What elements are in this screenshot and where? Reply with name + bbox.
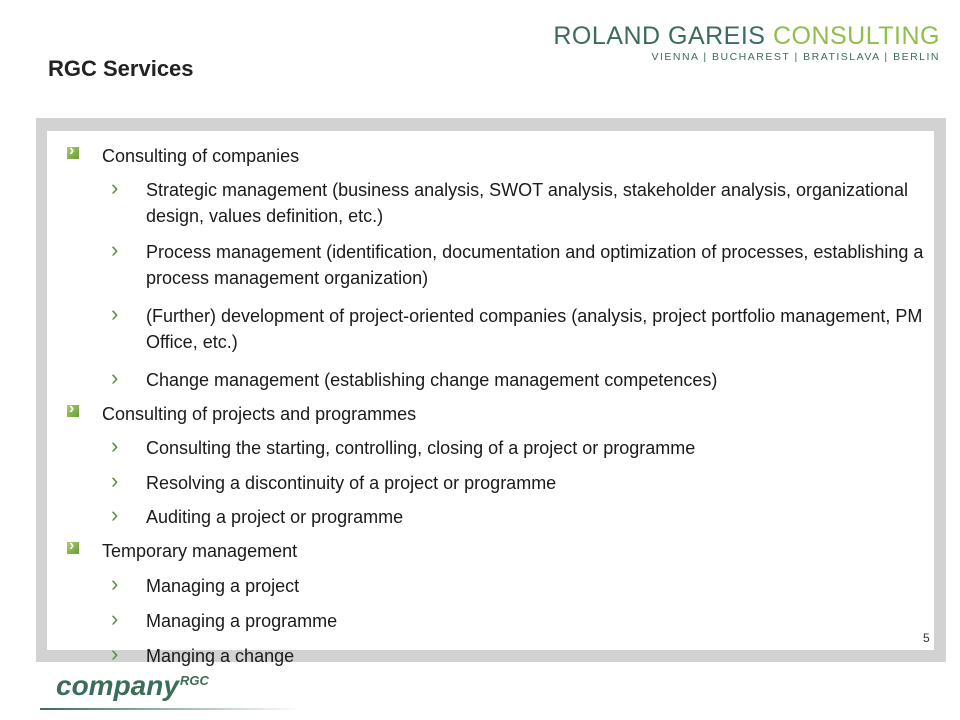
chevron-right-icon: › <box>111 237 119 262</box>
list-item: › Consulting the starting, controlling, closing of a project or programme <box>111 433 696 458</box>
list-item: › Managing a programme <box>111 606 338 631</box>
logo-text-dark: ROLAND GAREIS <box>553 22 766 50</box>
green-square-bullet-icon <box>67 147 79 159</box>
list-item: › Managing a project <box>111 571 300 596</box>
chevron-right-icon: › <box>111 468 119 493</box>
footer-logo-super: RGC <box>179 672 209 688</box>
list-item: › Change management (establishing change management competences) <box>111 365 718 390</box>
list-item: › Process management (identification, documentation and optimization of processes, establishing a process management organization) <box>111 237 924 288</box>
list-item: › (Further) development of project-oriented companies (analysis, project portfolio management, PM Office, etc.) <box>111 301 923 352</box>
section-heading: › Consulting of companies <box>102 143 960 169</box>
section-heading: › Temporary management <box>102 538 960 564</box>
green-square-bullet-icon <box>67 405 79 417</box>
footer-logo-text: company <box>56 670 179 701</box>
page-title: RGC Services <box>48 56 194 81</box>
chevron-right-icon: › <box>111 175 119 200</box>
list-item: › Strategic management (business analysis, SWOT analysis, stakeholder analysis, organizational design, values definition, etc.) <box>111 175 909 226</box>
chevron-right-icon: › <box>111 606 119 631</box>
footer-logo <box>56 670 209 702</box>
list-item: › Manging a change <box>111 641 295 666</box>
chevron-right-icon: › <box>111 365 119 390</box>
chevron-right-icon: › <box>111 433 119 458</box>
logo-locations: VIENNA | BUCHAREST | BRATISLAVA | BERLIN <box>651 51 940 63</box>
list-item: › Auditing a project or programme <box>111 502 404 527</box>
green-square-bullet-icon <box>67 542 79 554</box>
chevron-right-icon: › <box>111 301 119 326</box>
section-heading: › Consulting of projects and programmes <box>102 401 960 427</box>
chevron-right-icon: › <box>111 571 119 596</box>
logo-text-light: CONSULTING <box>772 22 940 50</box>
list-item: › Resolving a discontinuity of a project or programme <box>111 468 557 493</box>
chevron-right-icon: › <box>111 502 119 527</box>
chevron-right-icon: › <box>111 641 119 666</box>
services-list <box>36 0 926 700</box>
page-number: 5 <box>923 631 930 645</box>
footer-divider <box>40 708 300 710</box>
